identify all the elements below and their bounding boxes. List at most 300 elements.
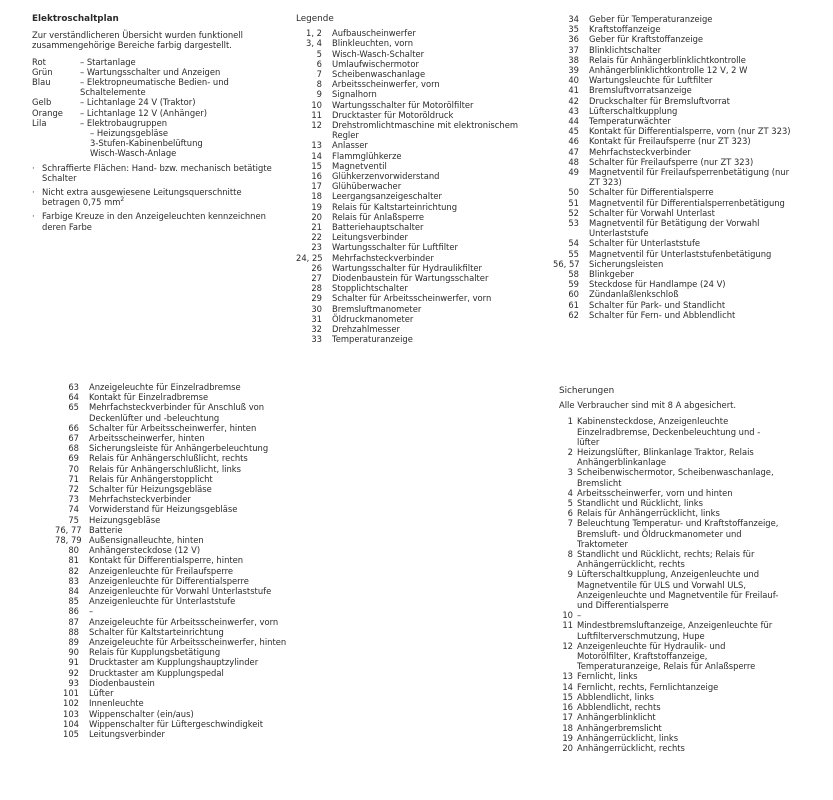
legend-col2-block xyxy=(553,14,793,320)
legend-item xyxy=(55,392,295,402)
legend-item-text: Drucktaster für Motoröldruck xyxy=(332,109,454,120)
legend-item-number: 74 xyxy=(68,504,79,515)
fuse-item xyxy=(559,488,781,498)
legend-item-text: Temperaturanzeige xyxy=(332,334,413,345)
legend-item-number: 68 xyxy=(68,443,79,454)
fuse-item-number: 5 xyxy=(567,498,573,509)
legend-item-number: 52 xyxy=(568,207,579,218)
fuse-item xyxy=(559,682,781,692)
legend-item-number: 32 xyxy=(311,324,322,335)
legend-item-number: 58 xyxy=(568,269,579,280)
legend-item-number: 16 xyxy=(311,171,322,182)
legend-item xyxy=(55,719,295,729)
fuse-item xyxy=(559,641,781,672)
legend-item xyxy=(553,147,793,157)
legend-item xyxy=(296,38,532,48)
fuse-item-number: 17 xyxy=(562,712,573,723)
legend-item xyxy=(553,187,793,197)
legend-item-number: 14 xyxy=(311,150,322,161)
fuse-item-number: 19 xyxy=(562,732,573,743)
legend-item xyxy=(553,126,793,136)
legend-item xyxy=(296,151,532,161)
legend-item xyxy=(296,283,532,293)
legend-item xyxy=(55,555,295,565)
legend-item-text: Relais für Anhängerblinklichtkontrolle xyxy=(589,54,746,65)
legend-item-text: Signalhorn xyxy=(332,89,377,100)
legend-item-text: Sicherungsleisten xyxy=(589,258,664,269)
legend-item xyxy=(55,637,295,647)
legend-item-number: 13 xyxy=(311,140,322,151)
fuse-item-number: 1 xyxy=(567,416,573,427)
fuse-item-text: Mindestbremsluftanzeige, Anzeigenleuchte für Luftfilterverschmutzung, Hupe xyxy=(577,620,773,641)
legend-item-number: 5 xyxy=(316,48,322,59)
legend-item-text: Mehrfachsteckverbinder für Anschluß von Deckenlüfter und -beleuchtung xyxy=(89,402,265,423)
legend-item-text: Sicherungsleiste für Anhängerbeleuchtung xyxy=(89,443,269,454)
legend-item-text: Arbeitsscheinwerfer, vorn xyxy=(332,79,440,90)
legend-item-number: 1, 2 xyxy=(306,28,322,39)
legend-item-number: 10 xyxy=(311,99,322,110)
legend-item xyxy=(296,110,532,120)
legend-item-number: 80 xyxy=(68,545,79,556)
fuse-item-number: 12 xyxy=(562,640,573,651)
legend-item-text: Magnetventil für Differentialsperrenbetätigung xyxy=(589,197,785,208)
legend-item-text: Temperaturwächter xyxy=(589,116,671,127)
legend-item-number: 76, 77 xyxy=(55,524,82,535)
legend-item-text: Wartungsleuchte für Luftfilter xyxy=(589,75,713,86)
legend-item-number: 67 xyxy=(68,433,79,444)
legend-item-number: 92 xyxy=(68,667,79,678)
legend-item-text: Zündanlaßlenkschloß xyxy=(589,289,679,300)
legend-item-number: 40 xyxy=(568,75,579,86)
legend-item-text: Wartungsschalter für Motorölfilter xyxy=(332,99,474,110)
legend-item-text: Wartungsschalter für Luftfilter xyxy=(332,242,458,253)
color-row: Lila – Elektrobaugruppen xyxy=(32,117,168,128)
legend-item-number: 29 xyxy=(311,293,322,304)
fuse-item xyxy=(559,702,781,712)
fuse-item-number: 13 xyxy=(562,671,573,682)
legend-item xyxy=(553,85,793,95)
legend-item-text: Mehrfachsteckverbinder xyxy=(332,252,434,263)
legend-item xyxy=(553,157,793,167)
legend-item-number: 62 xyxy=(568,309,579,320)
fuses-list xyxy=(559,416,781,753)
fuse-item xyxy=(559,508,781,518)
legend-item xyxy=(55,433,295,443)
legend-item-text: Relais für Kupplungsbetätigung xyxy=(89,647,221,658)
fuse-item xyxy=(559,671,781,681)
legend-item-text: Relais für Kaltstarteinrichtung xyxy=(332,201,458,212)
legend-item-number: 88 xyxy=(68,626,79,637)
legend-item-text: Öldruckmanometer xyxy=(332,313,414,324)
legend-item-number: 30 xyxy=(311,303,322,314)
legend-item-text: Anzeigeleuchte für Einzelradbremse xyxy=(89,382,241,392)
legend-item-number: 49 xyxy=(568,167,579,178)
legend-item-number: 43 xyxy=(568,105,579,116)
legend-item-number: 63 xyxy=(68,382,79,392)
legend-col1 xyxy=(296,28,532,344)
legend-item xyxy=(553,198,793,208)
legend-item-number: 18 xyxy=(311,191,322,202)
legend-item-number: 44 xyxy=(568,116,579,127)
legend-item-number: 104 xyxy=(63,718,79,729)
legend-item xyxy=(553,116,793,126)
legend-item-number: 12 xyxy=(311,120,322,131)
fuse-item xyxy=(559,518,781,549)
legend-item xyxy=(553,75,793,85)
legend-item-number: 82 xyxy=(68,565,79,576)
fuse-item-number: 7 xyxy=(567,518,573,529)
legend-item-number: 51 xyxy=(568,197,579,208)
legend-item-number: 60 xyxy=(568,289,579,300)
fuse-item xyxy=(559,416,781,447)
legend-item xyxy=(553,279,793,289)
legend-item-text: Relais für Anhängerschlußlicht, links xyxy=(89,463,242,474)
legend-item xyxy=(553,106,793,116)
legend-item xyxy=(296,69,532,79)
fuse-item-text: – xyxy=(577,610,582,621)
legend-item-text: Diodenbaustein xyxy=(89,677,155,688)
legend-item-text: Geber für Temperaturanzeige xyxy=(589,14,713,24)
legend-item-number: 48 xyxy=(568,156,579,167)
legend-item xyxy=(553,300,793,310)
legend-item xyxy=(55,423,295,433)
legend-item xyxy=(55,504,295,514)
legend-item xyxy=(55,627,295,637)
legend-item xyxy=(553,34,793,44)
color-row: Blau – Elektropneumatische Bedien- und Schaltelemente xyxy=(32,77,229,98)
legend-item-text: Magnetventil für Unterlaststufenbetätigung xyxy=(589,248,772,259)
legend-item-text: Diodenbaustein für Wartungsschalter xyxy=(332,273,489,284)
legend-item xyxy=(553,45,793,55)
legend-item-number: 83 xyxy=(68,575,79,586)
fuse-item-text: Heizungslüfter, Blinkanlage Traktor, Relais Anhängerblinkanlage xyxy=(577,447,754,468)
legend-item-number: 59 xyxy=(568,279,579,290)
legend-item xyxy=(296,314,532,324)
legend-item xyxy=(55,596,295,606)
color-row: Gelb – Lichtanlage 24 V (Traktor) xyxy=(32,97,196,108)
legend-item-number: 66 xyxy=(68,422,79,433)
fuse-item-number: 18 xyxy=(562,722,573,733)
legend-item-text: Drehstromlichtmaschine mit elektronischem Regler xyxy=(332,120,519,141)
legend-item-text: – xyxy=(89,606,94,617)
legend-item xyxy=(55,464,295,474)
legend-item xyxy=(55,453,295,463)
legend-item-number: 46 xyxy=(568,136,579,147)
legend-item xyxy=(553,218,793,238)
legend-item-number: 15 xyxy=(311,160,322,171)
legend-item xyxy=(55,494,295,504)
legend-item-text: Mehrfachsteckverbinder xyxy=(89,494,191,505)
lila-sublist: – Heizungsgebläse 3-Stufen-Kabinenbelüftung Wisch-Wasch-Anlage xyxy=(90,128,203,159)
legend-item-text: Magnetventil xyxy=(332,160,387,171)
fuse-item-number: 6 xyxy=(567,508,573,519)
legend-item xyxy=(55,443,295,453)
fuse-item-text: Standlicht und Rücklicht, rechts; Relais für Anhängerrücklicht, rechts xyxy=(577,549,755,570)
legend-item-number: 3, 4 xyxy=(306,38,322,49)
fuse-item xyxy=(559,610,781,620)
legend-item xyxy=(55,484,295,494)
legend-item-number: 8 xyxy=(316,79,322,90)
fuse-item xyxy=(559,692,781,702)
legend-item xyxy=(553,208,793,218)
legend-item-number: 81 xyxy=(68,555,79,566)
legend-item-number: 27 xyxy=(311,273,322,284)
legend-item-text: Schalter für Fern- und Abblendlicht xyxy=(589,309,736,320)
fuse-item-text: Arbeitsscheinwerfer, vorn und hinten xyxy=(577,487,733,498)
legend-item-text: Drehzahlmesser xyxy=(332,324,400,335)
color-row: Grün – Wartungsschalter und Anzeigen xyxy=(32,66,221,77)
legend-item-text: Glühkerzenvorwiderstand xyxy=(332,171,440,182)
legend-item xyxy=(296,324,532,334)
legend-item-text: Blinklichtschalter xyxy=(589,44,662,55)
legend-item-text: Schalter für Freilaufsperre (nur ZT 323) xyxy=(589,156,754,167)
legend-item-text: Lüfterschaltkupplung xyxy=(589,105,678,116)
fuse-item-text: Lüfterschaltkupplung, Anzeigenleuchte und Magnetventile für ULS und Vorwahl ULS, Anzeigenleuchte und Magnetventile für Freilauf- und Differentialsperre xyxy=(577,569,779,611)
legend-item-text: Kontakt für Differentialsperre, hinten xyxy=(89,555,244,566)
legend-item-text: Drucktaster am Kupplungspedal xyxy=(89,667,224,678)
fuse-item-text: Anhängerrücklicht, rechts xyxy=(577,742,685,753)
legend-item-number: 50 xyxy=(568,187,579,198)
legend-item-number: 39 xyxy=(568,65,579,76)
legend-item xyxy=(296,79,532,89)
legend-item xyxy=(296,253,532,263)
legend-item xyxy=(553,24,793,34)
fuse-item xyxy=(559,733,781,743)
legend-item-text: Geber für Kraftstoffanzeige xyxy=(589,34,704,45)
legend-item xyxy=(296,171,532,181)
fuse-item xyxy=(559,723,781,733)
legend-item-number: 69 xyxy=(68,453,79,464)
legend-item xyxy=(55,586,295,596)
legend-item-text: Anhängersteckdose (12 V) xyxy=(89,545,201,556)
legend-item-number: 54 xyxy=(568,238,579,249)
legend-item xyxy=(296,100,532,110)
legend-item-text: Batterie xyxy=(89,524,123,535)
legend-item-number: 24, 25 xyxy=(296,252,323,263)
legend-item-text: Schalter für Park- und Standlicht xyxy=(589,299,726,310)
legend-item xyxy=(55,525,295,535)
legend-item xyxy=(296,59,532,69)
legend-item xyxy=(553,167,793,187)
fuse-item-number: 16 xyxy=(562,702,573,713)
legend-item-number: 37 xyxy=(568,44,579,55)
legend-item-number: 33 xyxy=(311,334,322,345)
fuse-item xyxy=(559,743,781,753)
fuse-item-text: Scheibenwischermotor, Scheibenwaschanlage, Bremslicht xyxy=(577,467,774,488)
legend-item-text: Schalter für Vorwahl Unterlast xyxy=(589,207,715,218)
legend-item xyxy=(553,238,793,248)
legend-item xyxy=(553,259,793,269)
legend-item xyxy=(296,222,532,232)
fuse-item-text: Anhängerrücklicht, links xyxy=(577,732,679,743)
legend-item-text: Wippenschalter (ein/aus) xyxy=(89,708,194,719)
legend-item-text: Heizungsgebläse xyxy=(89,514,161,525)
legend-item xyxy=(296,263,532,273)
legend-item-number: 102 xyxy=(63,698,79,709)
fuse-item xyxy=(559,620,781,640)
legend-item xyxy=(553,289,793,299)
legend-item-text: Anzeigeleuchte für Arbeitsscheinwerfer, vorn xyxy=(89,616,279,627)
fuse-item-number: 2 xyxy=(567,447,573,458)
color-list xyxy=(32,57,276,159)
fuse-item-text: Fernlicht, rechts, Fernlichtanzeige xyxy=(577,681,719,692)
note-item: · Schraffierte Flächen: Hand- bzw. mechanisch betätigte Schalter xyxy=(32,162,272,183)
fuse-item xyxy=(559,447,781,467)
legend-item xyxy=(296,120,532,140)
legend-item xyxy=(553,249,793,259)
fuse-item xyxy=(559,498,781,508)
note-item: · Nicht extra ausgewiesene Leitungsquerschnitte betragen 0,75 $mm^2$ xyxy=(32,187,242,208)
fuses-title: Sicherungen xyxy=(559,386,615,396)
legend-item xyxy=(55,617,295,627)
fuse-item-number: 15 xyxy=(562,691,573,702)
legend-section xyxy=(296,14,532,345)
legend-item-text: Leitungsverbinder xyxy=(332,232,408,243)
legend-item-number: 19 xyxy=(311,201,322,212)
legend-item-text: Schalter für Arbeitsscheinwerfer, hinten xyxy=(89,422,257,433)
legend-item-number: 85 xyxy=(68,596,79,607)
legend-item xyxy=(55,474,295,484)
legend-item-text: Mehrfachsteckverbinder xyxy=(589,146,691,157)
fuse-item-number: 10 xyxy=(562,610,573,621)
schaltplan-intro: Zur verständlicheren Übersicht wurden funktionell zusammengehörige Bereiche farbig dargestellt. xyxy=(32,30,243,51)
legend-item-number: 36 xyxy=(568,34,579,45)
legend-item xyxy=(553,136,793,146)
legend-item xyxy=(55,566,295,576)
legend-item xyxy=(296,273,532,283)
legend-item-text: Anzeigenleuchte für Vorwahl Unterlaststufe xyxy=(89,586,272,597)
legend-item-text: Schalter für Heizungsgebläse xyxy=(89,484,212,495)
fuse-item-number: 8 xyxy=(567,549,573,560)
legend-item-number: 11 xyxy=(311,109,322,120)
legend-item-number: 64 xyxy=(68,392,79,403)
legend-item-text: Magnetventil für Freilaufsperrenbetätigung (nur ZT 323) xyxy=(589,167,790,188)
legend-item-number: 35 xyxy=(568,24,579,35)
legend-item xyxy=(296,334,532,344)
legend-item xyxy=(553,310,793,320)
legend-item xyxy=(55,688,295,698)
legend-item-text: Anzeigenleuchte für Unterlaststufe xyxy=(89,596,236,607)
legend-col3 xyxy=(55,382,295,739)
legend-item-text: Schalter für Arbeitsscheinwerfer, vorn xyxy=(332,293,492,304)
legend-item-text: Kontakt für Einzelradbremse xyxy=(89,392,209,403)
legend-item-text: Schalter für Unterlaststufe xyxy=(589,238,701,249)
legend-item-number: 9 xyxy=(316,89,322,100)
fuse-item-number: 3 xyxy=(567,467,573,478)
legend-item-number: 75 xyxy=(68,514,79,525)
fuse-item-text: Beleuchtung Temperatur- und Kraftstoffanzeige, Bremsluft- und Öldruckmanometer und Traktometer xyxy=(577,518,779,549)
legend-item-number: 23 xyxy=(311,242,322,253)
legend-item-text: Anzeigeleuchte für Arbeitsscheinwerfer, hinten xyxy=(89,637,287,648)
legend-item-text: Stopplichtschalter xyxy=(332,283,408,294)
legend-item-text: Anlasser xyxy=(332,140,368,151)
legend-item-number: 61 xyxy=(568,299,579,310)
legend-item-number: 45 xyxy=(568,126,579,137)
fuse-item-number: 20 xyxy=(562,742,573,753)
legend-item-number: 22 xyxy=(311,232,322,243)
legend-item-text: Blinkgeber xyxy=(589,269,634,280)
legend-item-text: Leergangsanzeigeschalter xyxy=(332,191,442,202)
legend-item-number: 56, 57 xyxy=(553,258,580,269)
legend-item-number: 65 xyxy=(68,402,79,413)
fuse-item xyxy=(559,467,781,487)
fuse-item-text: Anzeigenleuchte für Hydraulik- und Motorölfilter, Kraftstoffanzeige, Temperaturanzeige, Relais für Anlaßsperre xyxy=(577,640,756,672)
legend-item xyxy=(55,678,295,688)
legend-item xyxy=(296,242,532,252)
legend-item xyxy=(296,28,532,38)
legend-item-number: 87 xyxy=(68,616,79,627)
legend-item-text: Bremsluftmanometer xyxy=(332,303,422,314)
legend-item-number: 72 xyxy=(68,484,79,495)
legend-item xyxy=(296,232,532,242)
legend-item xyxy=(55,382,295,392)
legend-item-text: Kontakt für Freilaufsperre (nur ZT 323) xyxy=(589,136,751,147)
schaltplan-section xyxy=(32,14,276,232)
legend-item-number: 78, 79 xyxy=(55,535,82,546)
legend-item-text: Druckschalter für Bremsluftvorrat xyxy=(589,95,730,106)
legend-item-text: Flammglühkerze xyxy=(332,150,402,161)
fuse-item-text: Anhängerblinklicht xyxy=(577,712,656,723)
legend-item-number: 73 xyxy=(68,494,79,505)
legend-item xyxy=(553,96,793,106)
legend-item-text: Relais für Anlaßsperre xyxy=(332,211,425,222)
legend-item-text: Wisch-Wasch-Schalter xyxy=(332,48,425,59)
legend-item-text: Anzeigenleuchte für Freilaufsperre xyxy=(89,565,234,576)
legend-item xyxy=(553,65,793,75)
legend-item-text: Umlaufwischermotor xyxy=(332,58,419,69)
legend-item-number: 26 xyxy=(311,262,322,273)
legend-item-text: Blinkleuchten, vorn xyxy=(332,38,414,49)
legend-item-number: 71 xyxy=(68,473,79,484)
legend-item xyxy=(296,191,532,201)
legend-item xyxy=(296,304,532,314)
legend-item-text: Glühüberwacher xyxy=(332,181,402,192)
legend-item-text: Schalter für Kaltstarteinrichtung xyxy=(89,626,224,637)
fuse-item-text: Kabinensteckdose, Anzeigenleuchte Einzelradbremse, Deckenbeleuchtung und -lüfter xyxy=(577,416,761,447)
legend-title: Legende xyxy=(296,14,334,24)
legend-item-number: 17 xyxy=(311,181,322,192)
legend-item xyxy=(55,668,295,678)
fuse-item xyxy=(559,712,781,722)
legend-item xyxy=(55,515,295,525)
fuse-item-text: Relais für Anhängerrücklicht, links xyxy=(577,508,720,519)
fuse-item-number: 4 xyxy=(567,487,573,498)
legend-item-number: 89 xyxy=(68,637,79,648)
legend-item-number: 90 xyxy=(68,647,79,658)
legend-item-number: 21 xyxy=(311,222,322,233)
legend-item-text: Relais für Anhängerschlußlicht, rechts xyxy=(89,453,248,464)
legend-item-number: 55 xyxy=(568,248,579,259)
legend-item xyxy=(296,202,532,212)
legend-item-text: Wartungsschalter für Hydraulikfilter xyxy=(332,262,482,273)
legend-item-text: Vorwiderstand für Heizungsgebläse xyxy=(89,504,238,515)
legend-item xyxy=(296,89,532,99)
legend-item-text: Leitungsverbinder xyxy=(89,728,165,739)
legend-item-number: 20 xyxy=(311,211,322,222)
legend-item-text: Magnetventil für Betätigung der Vorwahl Unterlaststufe xyxy=(589,218,760,239)
legend-item xyxy=(55,576,295,586)
fuse-item xyxy=(559,549,781,569)
legend-item-number: 28 xyxy=(311,283,322,294)
color-row: Rot – Startanlage xyxy=(32,56,136,67)
fuses-section xyxy=(559,386,781,753)
legend-item-text: Aufbauscheinwerfer xyxy=(332,28,416,39)
legend-item xyxy=(296,293,532,303)
legend-item-number: 7 xyxy=(316,69,322,80)
legend-item-number: 84 xyxy=(68,586,79,597)
legend-item-number: 31 xyxy=(311,313,322,324)
legend-item xyxy=(296,181,532,191)
